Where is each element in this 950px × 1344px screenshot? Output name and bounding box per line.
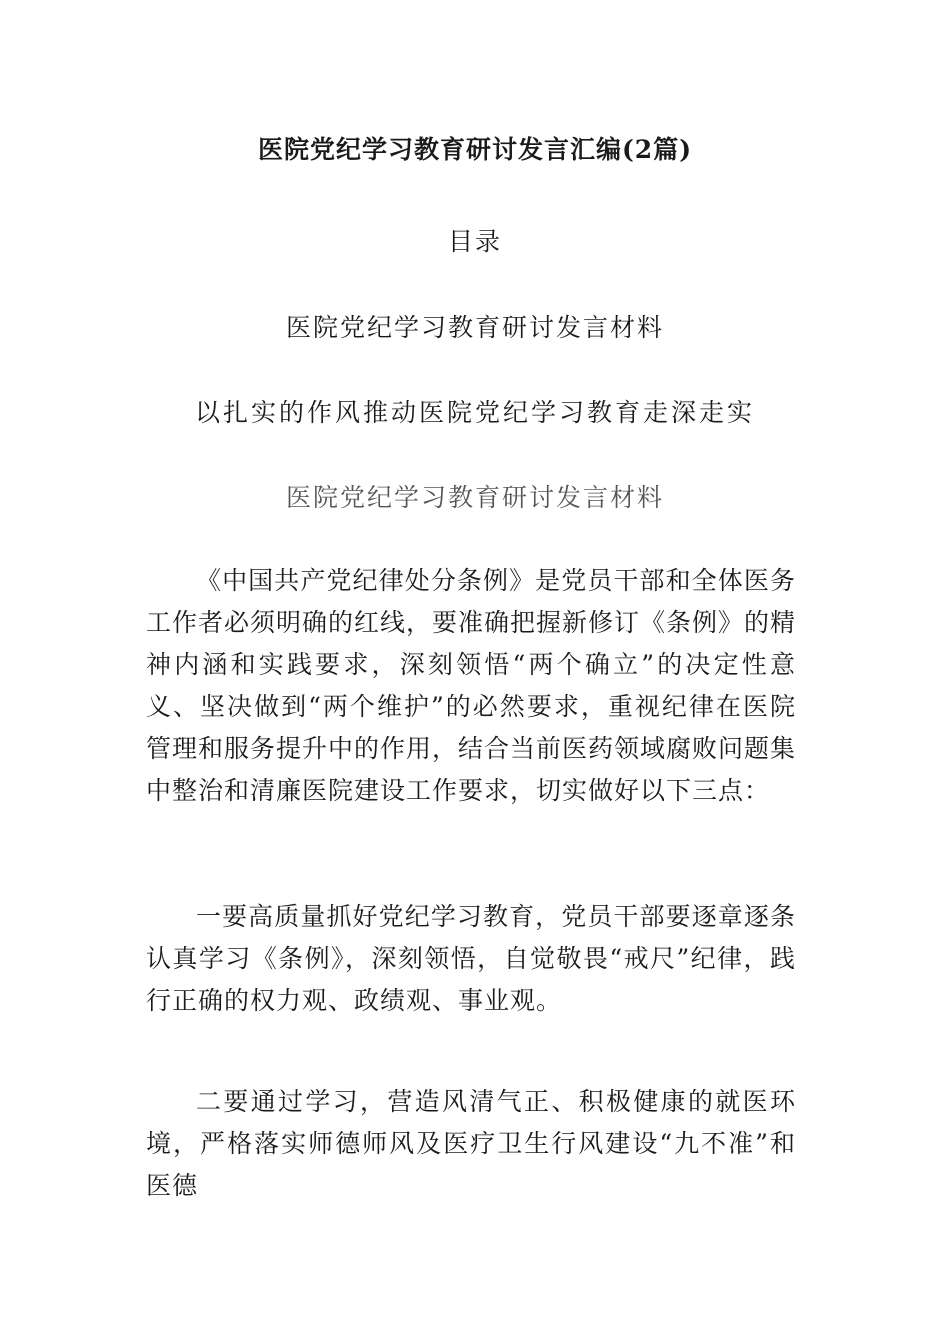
section-title: 医院党纪学习教育研讨发言材料	[285, 483, 664, 512]
body-paragraph: 二要通过学习，营造风清气正、积极健康的就医环境，严格落实师德师风及医疗卫生行风建设“九不准”和医德	[146, 1087, 796, 1200]
toc-item: 以扎实的作风推动医院党纪学习教育走深走实	[194, 398, 755, 427]
body-paragraph: 一要高质量抓好党纪学习教育，党员干部要逐章逐条认真学习《条例》，深刻领悟，自觉敬畏“戒尺”纪律，践行正确的权力观、政绩观、事业观。	[146, 902, 796, 1015]
toc-heading: 目录	[447, 227, 502, 256]
document-title: 医院党纪学习教育研讨发言汇编(2篇)	[257, 135, 693, 164]
body-paragraph: 《中国共产党纪律处分条例》是党员干部和全体医务工作者必须明确的红线，要准确把握新修订《条例》的精神内涵和实践要求，深刻领悟“两个确立”的决定性意义、坚决做到“两个维护”的必然要求，重视纪律在医院管理和服务提升中的作用，结合当前医药领域腐败问题集中整治和清廉医院建设工作要求，切实做好以下三点：	[146, 566, 797, 805]
toc-item: 医院党纪学习教育研讨发言材料	[285, 313, 664, 342]
